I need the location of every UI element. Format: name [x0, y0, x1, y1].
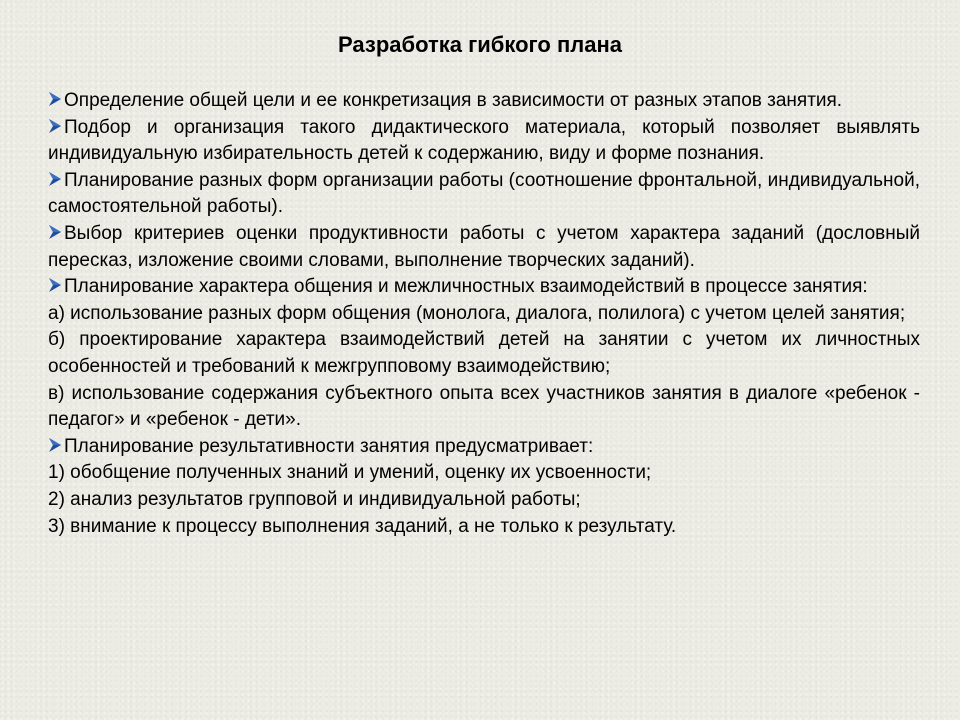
- arrow-bullet-icon: [48, 117, 62, 135]
- arrow-bullet-icon: [48, 223, 62, 241]
- arrow-bullet-icon: [48, 436, 62, 454]
- sub-item-c: в) использование содержания субъектного опыта всех участников занятия в диалоге «ребенок - педагог» и «ребенок - дети».: [48, 382, 920, 431]
- numbered-item-1: 1) обобщение полученных знаний и умений, оценку их усвоенности;: [48, 462, 652, 484]
- sub-item-b: б) проектирование характера взаимодействий детей на занятии с учетом их личностных особенностей и требований к межгрупповому взаимодействию;: [48, 329, 920, 377]
- bullet-text: Выбор критериев оценки продуктивности работы с учетом характера заданий (дословный пересказ, изложение своими словами, выполнение творческих заданий).: [48, 222, 920, 271]
- bullet-item-6: [48, 434, 920, 461]
- bullet-text: Определение общей цели и ее конкретизация в зависимости от разных этапов занятия.: [64, 90, 843, 111]
- arrow-bullet-icon: [48, 90, 62, 108]
- numbered-item-3: 3) внимание к процессу выполнения заданий, а не только к результату.: [48, 515, 677, 537]
- slide-title: Разработка гибкого плана: [338, 32, 622, 57]
- numbered-item-2: 2) анализ результатов групповой и индивидуальной работы;: [48, 488, 581, 510]
- bullet-item-4: [48, 221, 920, 274]
- bullet-item-3: [48, 168, 920, 221]
- bullet-item-1: [48, 88, 920, 115]
- arrow-bullet-icon: [48, 170, 62, 188]
- bullet-item-2: [48, 115, 920, 168]
- arrow-bullet-icon: [48, 276, 62, 294]
- bullet-text: Планирование результативности занятия предусматривает:: [64, 435, 594, 457]
- bullet-item-5: [48, 274, 920, 301]
- bullet-text: Планирование характера общения и межличностных взаимодействий в процессе занятия:: [64, 276, 868, 298]
- bullet-text: Планирование разных форм организации работы (соотношение фронтальной, индивидуальной, самостоятельной работы).: [48, 169, 920, 218]
- bullet-text: Подбор и организация такого дидактического материала, который позволяет выявлять индивидуальную избирательность детей к содержанию, виду и форме познания.: [48, 116, 920, 165]
- slide-content: [48, 88, 920, 540]
- sub-item-a: а) использование разных форм общения (монолога, диалога, полилога) с учетом целей занятия;: [48, 302, 906, 324]
